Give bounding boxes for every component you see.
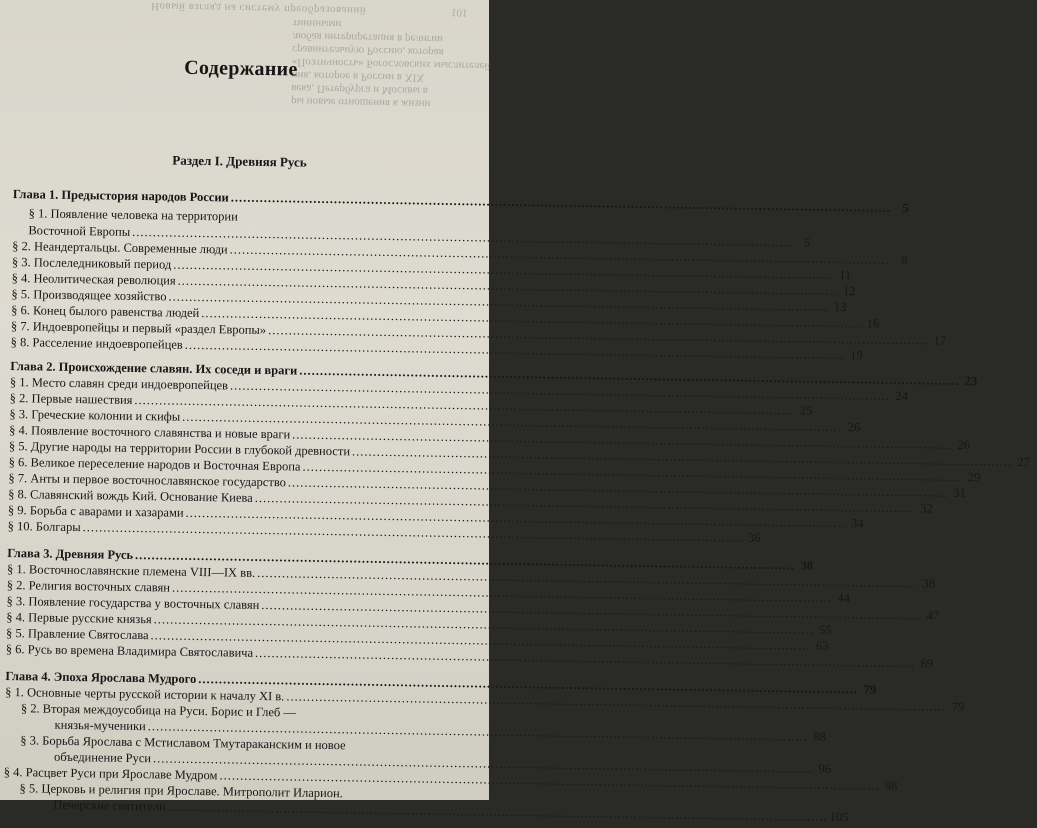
toc-page-number: 79 (951, 699, 965, 715)
section-heading: Раздел I. Древняя Русь (172, 152, 307, 170)
toc-dot-leader (168, 799, 828, 825)
toc-page-number: 19 (850, 348, 863, 363)
toc-page-number: 17 (933, 333, 947, 348)
toc-entry-title: § 3. Послеледниковый период (11, 255, 172, 272)
toc-page-number: 27 (1017, 454, 1031, 470)
toc-entry-title: § 2. Неандертальцы. Современные люди (12, 239, 228, 257)
toc-page-number: 31 (953, 485, 966, 501)
toc-entry-title: § 2. Первые нашествия (9, 391, 133, 407)
bleed-page-number: 101 (450, 6, 468, 19)
toc-entry-title: § 2. Вторая междоусобица на Руси. Борис и Глеб — (20, 701, 297, 720)
toc-page-number: 29 (967, 470, 981, 485)
toc-page-number: 16 (866, 316, 880, 331)
bleed-line: сравнительную Россию, которая (292, 42, 444, 59)
toc-entry-title: § 3. Борьба Ярослава с Мстиславом Тмутараканским и новое (20, 733, 346, 753)
toc-page-number: 44 (837, 591, 851, 606)
bleed-line: «Поэтичность» Богословских мыслителей (291, 55, 491, 73)
toc-entry-title: § 6. Конец былого равенства людей (11, 303, 200, 320)
bleed-line: века, Петербурга и Москвы в (291, 81, 429, 97)
toc-entry-title: объединение Руси (54, 749, 152, 766)
toc-entry-title: § 3. Появление государства у восточных славян (6, 593, 260, 612)
toc-entry-title: § 4. Расцвет Руси при Ярославе Мудром (3, 764, 218, 783)
toc-page-number: 13 (833, 299, 847, 315)
toc-entry-title: § 1. Появление человека на территории (28, 206, 238, 224)
toc-page-number: 11 (839, 268, 852, 283)
toc-page-number: 55 (819, 622, 832, 637)
toc-page-number: 98 (884, 778, 898, 794)
toc-entry-title: Глава 2. Происхождение славян. Их соседи и враги (10, 359, 298, 378)
toc-page-number: 105 (829, 809, 849, 825)
toc-page-number: 26 (847, 420, 861, 435)
toc-page-number: 5 (902, 201, 909, 216)
toc-page-number: 25 (799, 403, 813, 418)
toc-entry-title: § 4. Первые русские князья (6, 609, 152, 627)
toc-page-number: 38 (922, 576, 936, 591)
toc-page-number: 69 (920, 656, 934, 671)
toc-entry-title: § 6. Русь во времена Владимира Святославича (5, 641, 254, 660)
bleed-line: ния, которое в России в XIX (291, 68, 425, 84)
toc-entry-title: § 8. Расселение индоевропейцев (10, 335, 183, 352)
toc-entry-title: § 5. Другие народы на территории России в глубокой древности (8, 439, 351, 459)
bleed-line: любая интерпретация в религии (292, 30, 444, 46)
toc-entry-title: § 9. Борьба с аварами и хазарами (7, 503, 184, 520)
bleed-line: ры новые отношения к жизни (290, 94, 431, 110)
toc-entry-title: § 1. Основные черты русской истории к началу XI в. (5, 684, 285, 704)
toc-page-number: 23 (964, 374, 978, 389)
bleed-line: тиинными (292, 17, 342, 31)
toc-entry-title: § 5. Производящее хозяйство (11, 287, 167, 304)
toc-entry-title: § 3. Греческие колонии и скифы (9, 407, 181, 424)
toc-page-number: 38 (800, 558, 814, 573)
toc-entry-title: князья-мученики (54, 717, 146, 734)
toc-entry-title: § 1. Место славян среди индоевропейцев (9, 375, 229, 393)
toc-page-number: 8 (901, 253, 908, 268)
toc-page-number: 26 (957, 437, 971, 453)
toc-entry-title: § 8. Славянский вождь Кий. Основание Киева (8, 487, 253, 505)
toc-entry-title: § 7. Индоевропейцы и первый «раздел Европы» (10, 319, 267, 338)
toc-entry-title: Печерские святители (53, 797, 166, 814)
toc-page-number: 47 (926, 608, 940, 623)
toc-page-number: 34 (850, 516, 864, 531)
toc-page-number: 24 (895, 388, 909, 404)
toc-page-number: 63 (815, 638, 829, 653)
toc-entry-title: § 5. Правление Святослава (5, 625, 149, 643)
toc-entry-title: § 4. Неолитическая революция (11, 271, 176, 288)
toc-entry-title: Восточной Европы (28, 223, 131, 239)
toc-page-number: 32 (920, 501, 933, 516)
toc-entry-title: § 7. Анты и первое восточнославянское государство (8, 471, 287, 490)
bleed-running-head: Новый взгляд на систему преобразований (150, 0, 367, 17)
toc-page-number: 88 (813, 729, 826, 744)
toc-entry-title: § 10. Болгары (7, 518, 81, 535)
toc-page-number: 12 (842, 284, 856, 299)
toc-page-number: 79 (863, 682, 877, 697)
toc-entry-title: § 5. Церковь и религия при Ярославе. Митрополит Иларион. (19, 781, 343, 801)
toc-entry-title: Глава 3. Древняя Русь (7, 545, 134, 562)
toc-page-number: 96 (818, 761, 832, 776)
page-title: Содержание (184, 56, 298, 81)
toc-page-number: 5 (803, 235, 811, 250)
toc-entry-title: Глава 4. Эпоха Ярослава Мудрого (5, 668, 197, 686)
toc-entry-title: § 4. Появление восточного славянства и новые враги (9, 423, 291, 442)
toc-entry-title: § 6. Великое переселение народов и Восточная Европа (8, 455, 301, 474)
toc-page-number: 36 (747, 530, 761, 545)
toc-entry-title: § 1. Восточнославянские племена VIII—IX вв. (6, 561, 256, 580)
toc-entry-title: § 2. Религия восточных славян (6, 577, 171, 595)
toc-entry-title: Глава 1. Предыстория народов России (12, 187, 229, 205)
